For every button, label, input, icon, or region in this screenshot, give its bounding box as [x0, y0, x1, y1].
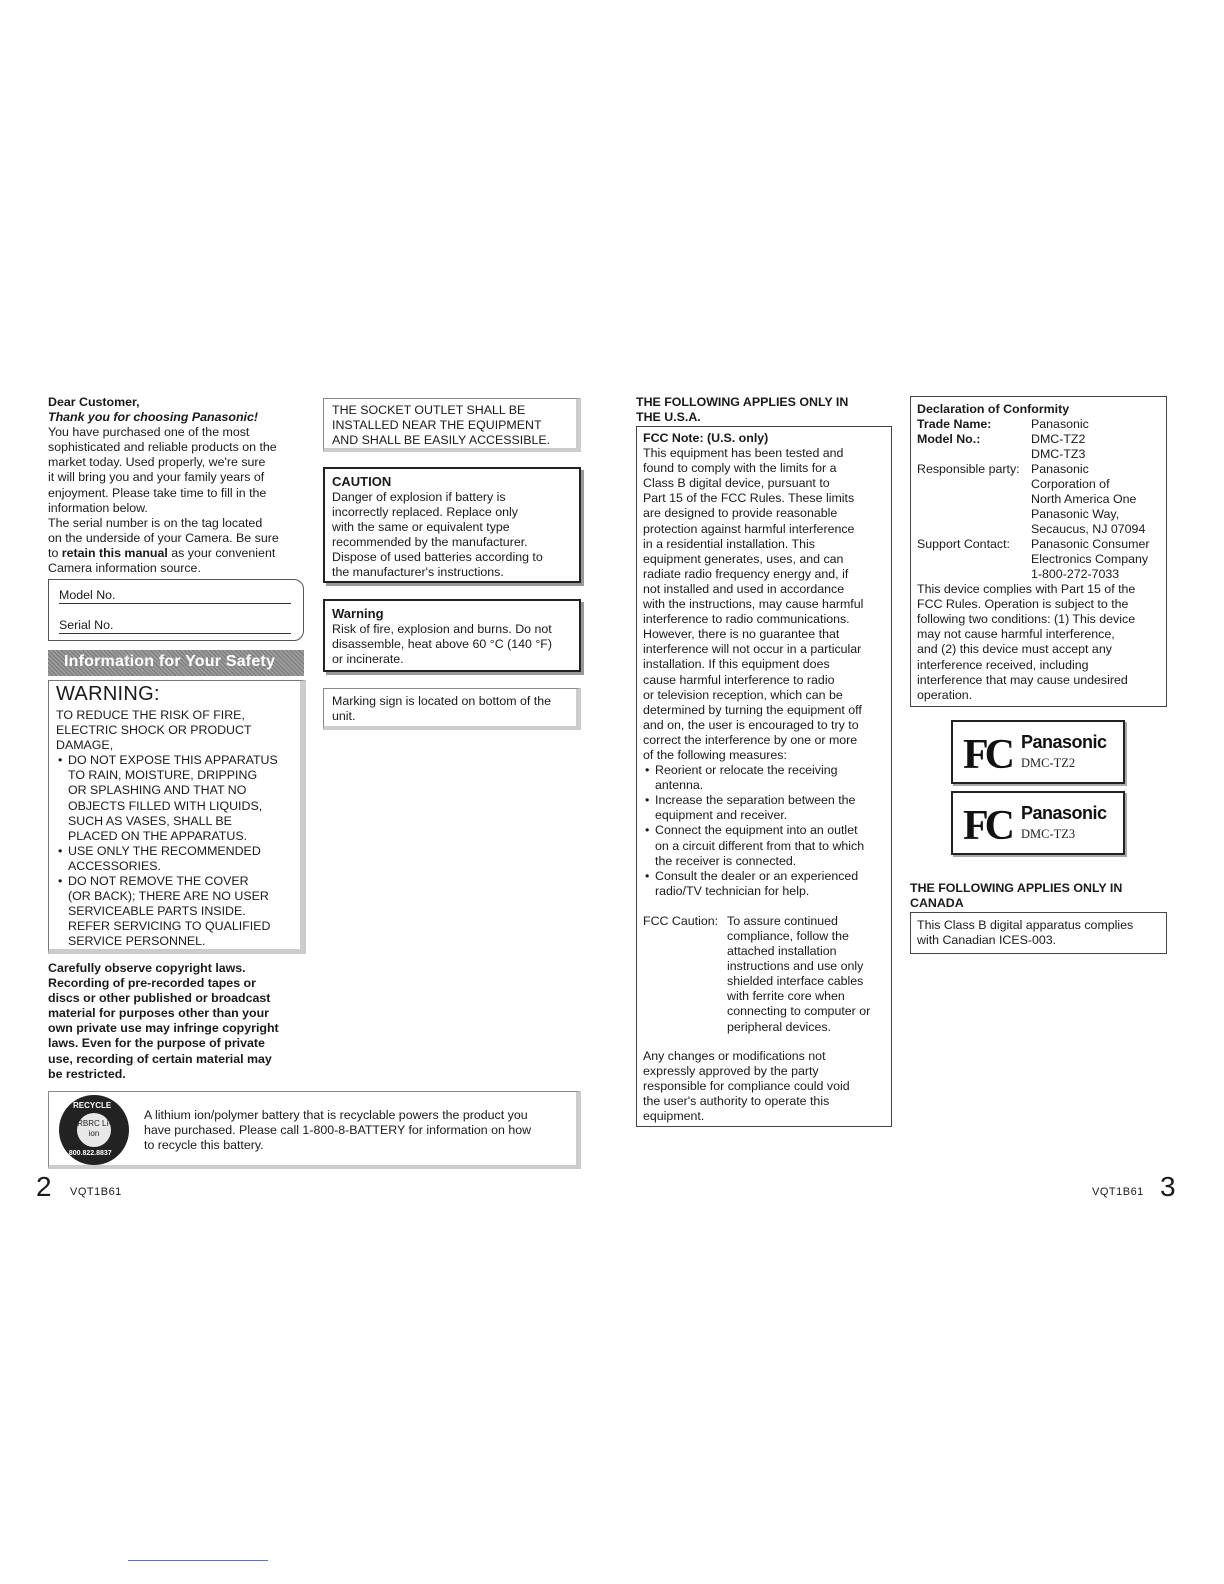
battery-warning-box: Warning Risk of fire, explosion and burns. Do not disassemble, heat above 60 °C (140 °F) or incinerate.	[323, 599, 581, 672]
safety-banner	[48, 650, 304, 676]
recycle-logo-top: RECYCLE	[73, 1101, 112, 1110]
recycle-logo-center: RBRC Li-ion	[77, 1113, 111, 1147]
intro-line: information below.	[48, 500, 148, 515]
fcc-logo-brand: Panasonic	[1021, 732, 1107, 752]
fcc-logo-tz3	[951, 791, 1125, 855]
fcc-measure: • Connect the equipment into an outlet on a circuit different from that to which the receiver is connected.	[643, 823, 889, 868]
support-contact-label: Support Contact:	[917, 537, 1010, 552]
retain-emphasis: retain this manual	[61, 545, 168, 560]
thanks-heading: Thank you for choosing Panasonic!	[48, 410, 258, 425]
copyright-notice: Carefully observe copyright laws. Recording of pre-recorded tapes or discs or other published or broadcast material for purposes other than your own private use may infringe copyright laws. Even for the purpose of private use, recording of certain material may be restricted.	[48, 961, 279, 1081]
bottom-rule	[128, 1560, 268, 1561]
fcc-measure: • Consult the dealer or an experienced radio/TV technician for help.	[643, 869, 889, 899]
socket-outlet-box: THE SOCKET OUTLET SHALL BE INSTALLED NEAR THE EQUIPMENT AND SHALL BE EASILY ACCESSIBLE.	[323, 398, 581, 452]
page-number-right: 3	[1160, 1171, 1176, 1202]
model-no-label: Model No.:	[917, 432, 981, 447]
warning-list	[56, 753, 300, 949]
trade-name-label: Trade Name:	[917, 417, 992, 432]
fcc-icon: FC	[963, 803, 1011, 849]
fcc-note-box: FCC Note: (U.S. only) This equipment has been tested and found to comply with the limits for a Class B digital device, pursuant to Part 15 of the FCC Rules. These limits are designed to provide reasonable protection against harmful interference in a residential installation. This equipment generates, uses, and can radiate radio frequency energy and, if not installed and used in accordance with the instructions, may cause harmful interference to radio communications. However, there is no guarantee that interference will not occur in a particular installation. If this equipment does cause harmful interference to radio or television reception, which can be determined by turning the equipment off and on, the user is encouraged to try to correct the interference by one or more of the following measures: • Reorient or relocate the receiving antenna. • Increase the separation between the equipment and receiver. • Connect the equipment into an outlet on a circuit different from that to which the receiver is connected. • Consult the dealer or an experienced radio/TV technician for help. FCC Caution: To assure continued compliance, follow the attached installation instructions and use only shielded interface cables with ferrite core when connecting to computer or peripheral devices. Any changes or modifications not expressly approved by the party responsible for compliance could void the user's authority to operate this equipment.	[636, 426, 892, 1127]
fcc-measures-list	[643, 763, 889, 899]
fcc-logo-brand: Panasonic	[1021, 803, 1107, 823]
canada-box: This Class B digital apparatus complies with Canadian ICES-003.	[910, 912, 1167, 954]
model-no-value: DMC-TZ2	[1031, 432, 1086, 447]
serial-number-field[interactable]	[59, 618, 291, 634]
safety-banner-text: Information for Your Safety	[64, 653, 276, 670]
warning-box	[48, 680, 306, 954]
fcc-measure: • Reorient or relocate the receiving antenna.	[643, 763, 889, 793]
fcc-logo-model: DMC-TZ2	[1021, 756, 1076, 770]
doc-code-left: VQT1B61	[70, 1186, 122, 1198]
marking-sign-box: Marking sign is located on bottom of the unit.	[323, 688, 581, 730]
customer-intro	[48, 395, 308, 576]
fcc-logo-model: DMC-TZ3	[1021, 827, 1076, 841]
fcc-measure: • Increase the separation between the equipment and receiver.	[643, 793, 889, 823]
rbrc-recycle-icon	[59, 1095, 129, 1165]
warning-item: • DO NOT REMOVE THE COVER (OR BACK); THERE ARE NO USER SERVICEABLE PARTS INSIDE. REFER SERVICING TO QUALIFIED SERVICE PERSONNEL.	[56, 874, 300, 949]
caution-box: CAUTION Danger of explosion if battery is incorrectly replaced. Replace only with the same or equivalent type recommended by the manufacturer. Dispose of used batteries according to the manufacturer's instructions.	[323, 467, 581, 583]
intro-line: sophisticated and reliable products on the	[48, 440, 277, 455]
retain-line: to retain this manual as your convenient	[48, 545, 276, 560]
fcc-note-title: FCC Note: (U.S. only)	[643, 431, 769, 445]
recycle-logo-bottom: 1.800.822.8837	[63, 1150, 112, 1157]
model-number-field[interactable]	[59, 588, 291, 604]
fcc-icon: FC	[963, 732, 1011, 778]
model-no-value: DMC-TZ3	[1031, 447, 1086, 462]
recycle-text: A lithium ion/polymer battery that is recyclable powers the product you have purchased. Please call 1-800-8-BATTERY for information on how to recycle this battery.	[144, 1108, 532, 1153]
intro-line: it will bring you and your family years of	[48, 470, 265, 485]
warning-item: • DO NOT EXPOSE THIS APPARATUS TO RAIN, MOISTURE, DRIPPING OR SPLASHING AND THAT NO OBJECTS FILLED WITH LIQUIDS, SUCH AS VASES, SHALL BE PLACED ON THE APPARATUS.	[56, 753, 300, 844]
record-box	[48, 579, 304, 641]
intro-line: on the underside of your Camera. Be sure	[48, 530, 279, 545]
intro-line: Camera information source.	[48, 561, 201, 576]
trade-name-value: Panasonic	[1031, 417, 1089, 432]
warning-title: WARNING:	[56, 683, 160, 705]
conformity-title: Declaration of Conformity	[917, 402, 1070, 416]
fcc-caution: FCC Caution: To assure continued compliance, follow the attached installation instructions and use only shielded interface cables with ferrite core when connecting to computer or peripheral devices.	[643, 913, 871, 1034]
canada-heading: THE FOLLOWING APPLIES ONLY IN CANADA	[910, 881, 1123, 911]
conformity-statement: This device complies with Part 15 of the FCC Rules. Operation is subject to the following two conditions: (1) This device may not cause harmful interference, and (2) this device must accept any interference received, including interference that may cause undesired operation.	[917, 582, 1136, 702]
model-number-label: Model No.	[59, 588, 116, 602]
conformity-box: Declaration of Conformity Trade Name: Panasonic Model No.: DMC-TZ2 DMC-TZ3 Responsible party: Panasonic Corporation of North America One Panasonic Way, Secaucus, NJ 07094 Support Contact: Panasonic Consumer Electronics Company 1-800-272-7033 This device complies with Part 15 of the FCC Rules. Operation is subject to the following two conditions: (1) This device may not cause harmful interference, and (2) this device must accept any interference received, including interference that may cause undesired operation.	[910, 396, 1167, 707]
caution-title: CAUTION	[332, 474, 392, 489]
serial-number-label: Serial No.	[59, 618, 114, 632]
page-number-left: 2	[36, 1171, 52, 1202]
usa-heading: THE FOLLOWING APPLIES ONLY IN THE U.S.A.	[636, 395, 849, 425]
warning-item: • USE ONLY THE RECOMMENDED ACCESSORIES.	[56, 844, 300, 874]
intro-line: You have purchased one of the most	[48, 425, 250, 440]
battery-warning-title: Warning	[332, 606, 384, 621]
responsible-party-label: Responsible party:	[917, 462, 1020, 477]
fcc-caution-label: FCC Caution:	[643, 913, 719, 928]
doc-code-right: VQT1B61	[1092, 1186, 1144, 1198]
greeting: Dear Customer,	[48, 395, 140, 409]
intro-line: market today. Used properly, we're sure	[48, 455, 266, 470]
recycle-box	[48, 1091, 581, 1169]
fcc-changes: Any changes or modifications not expressly approved by the party responsible for compliance could void the user's authority to operate this equipment.	[643, 1048, 850, 1124]
fcc-logo-tz2	[951, 720, 1125, 784]
warning-body: TO REDUCE THE RISK OF FIRE, ELECTRIC SHOCK OR PRODUCT DAMAGE, • DO NOT EXPOSE THIS APPARATUS TO RAIN, MOISTURE, DRIPPING OR SPLASHING AND THAT NO OBJECTS FILLED WITH LIQUIDS, SUCH AS VASES, SHALL BE PLACED ON THE APPARATUS. • USE ONLY THE RECOMMENDED ACCESSORIES. • DO NOT REMOVE THE COVER (OR BACK); THERE ARE NO USER SERVICEABLE PARTS INSIDE. REFER SERVICING TO QUALIFIED SERVICE PERSONNEL.	[56, 708, 300, 950]
intro-line: The serial number is on the tag located	[48, 515, 263, 530]
intro-line: enjoyment. Please take time to fill in the	[48, 485, 267, 500]
